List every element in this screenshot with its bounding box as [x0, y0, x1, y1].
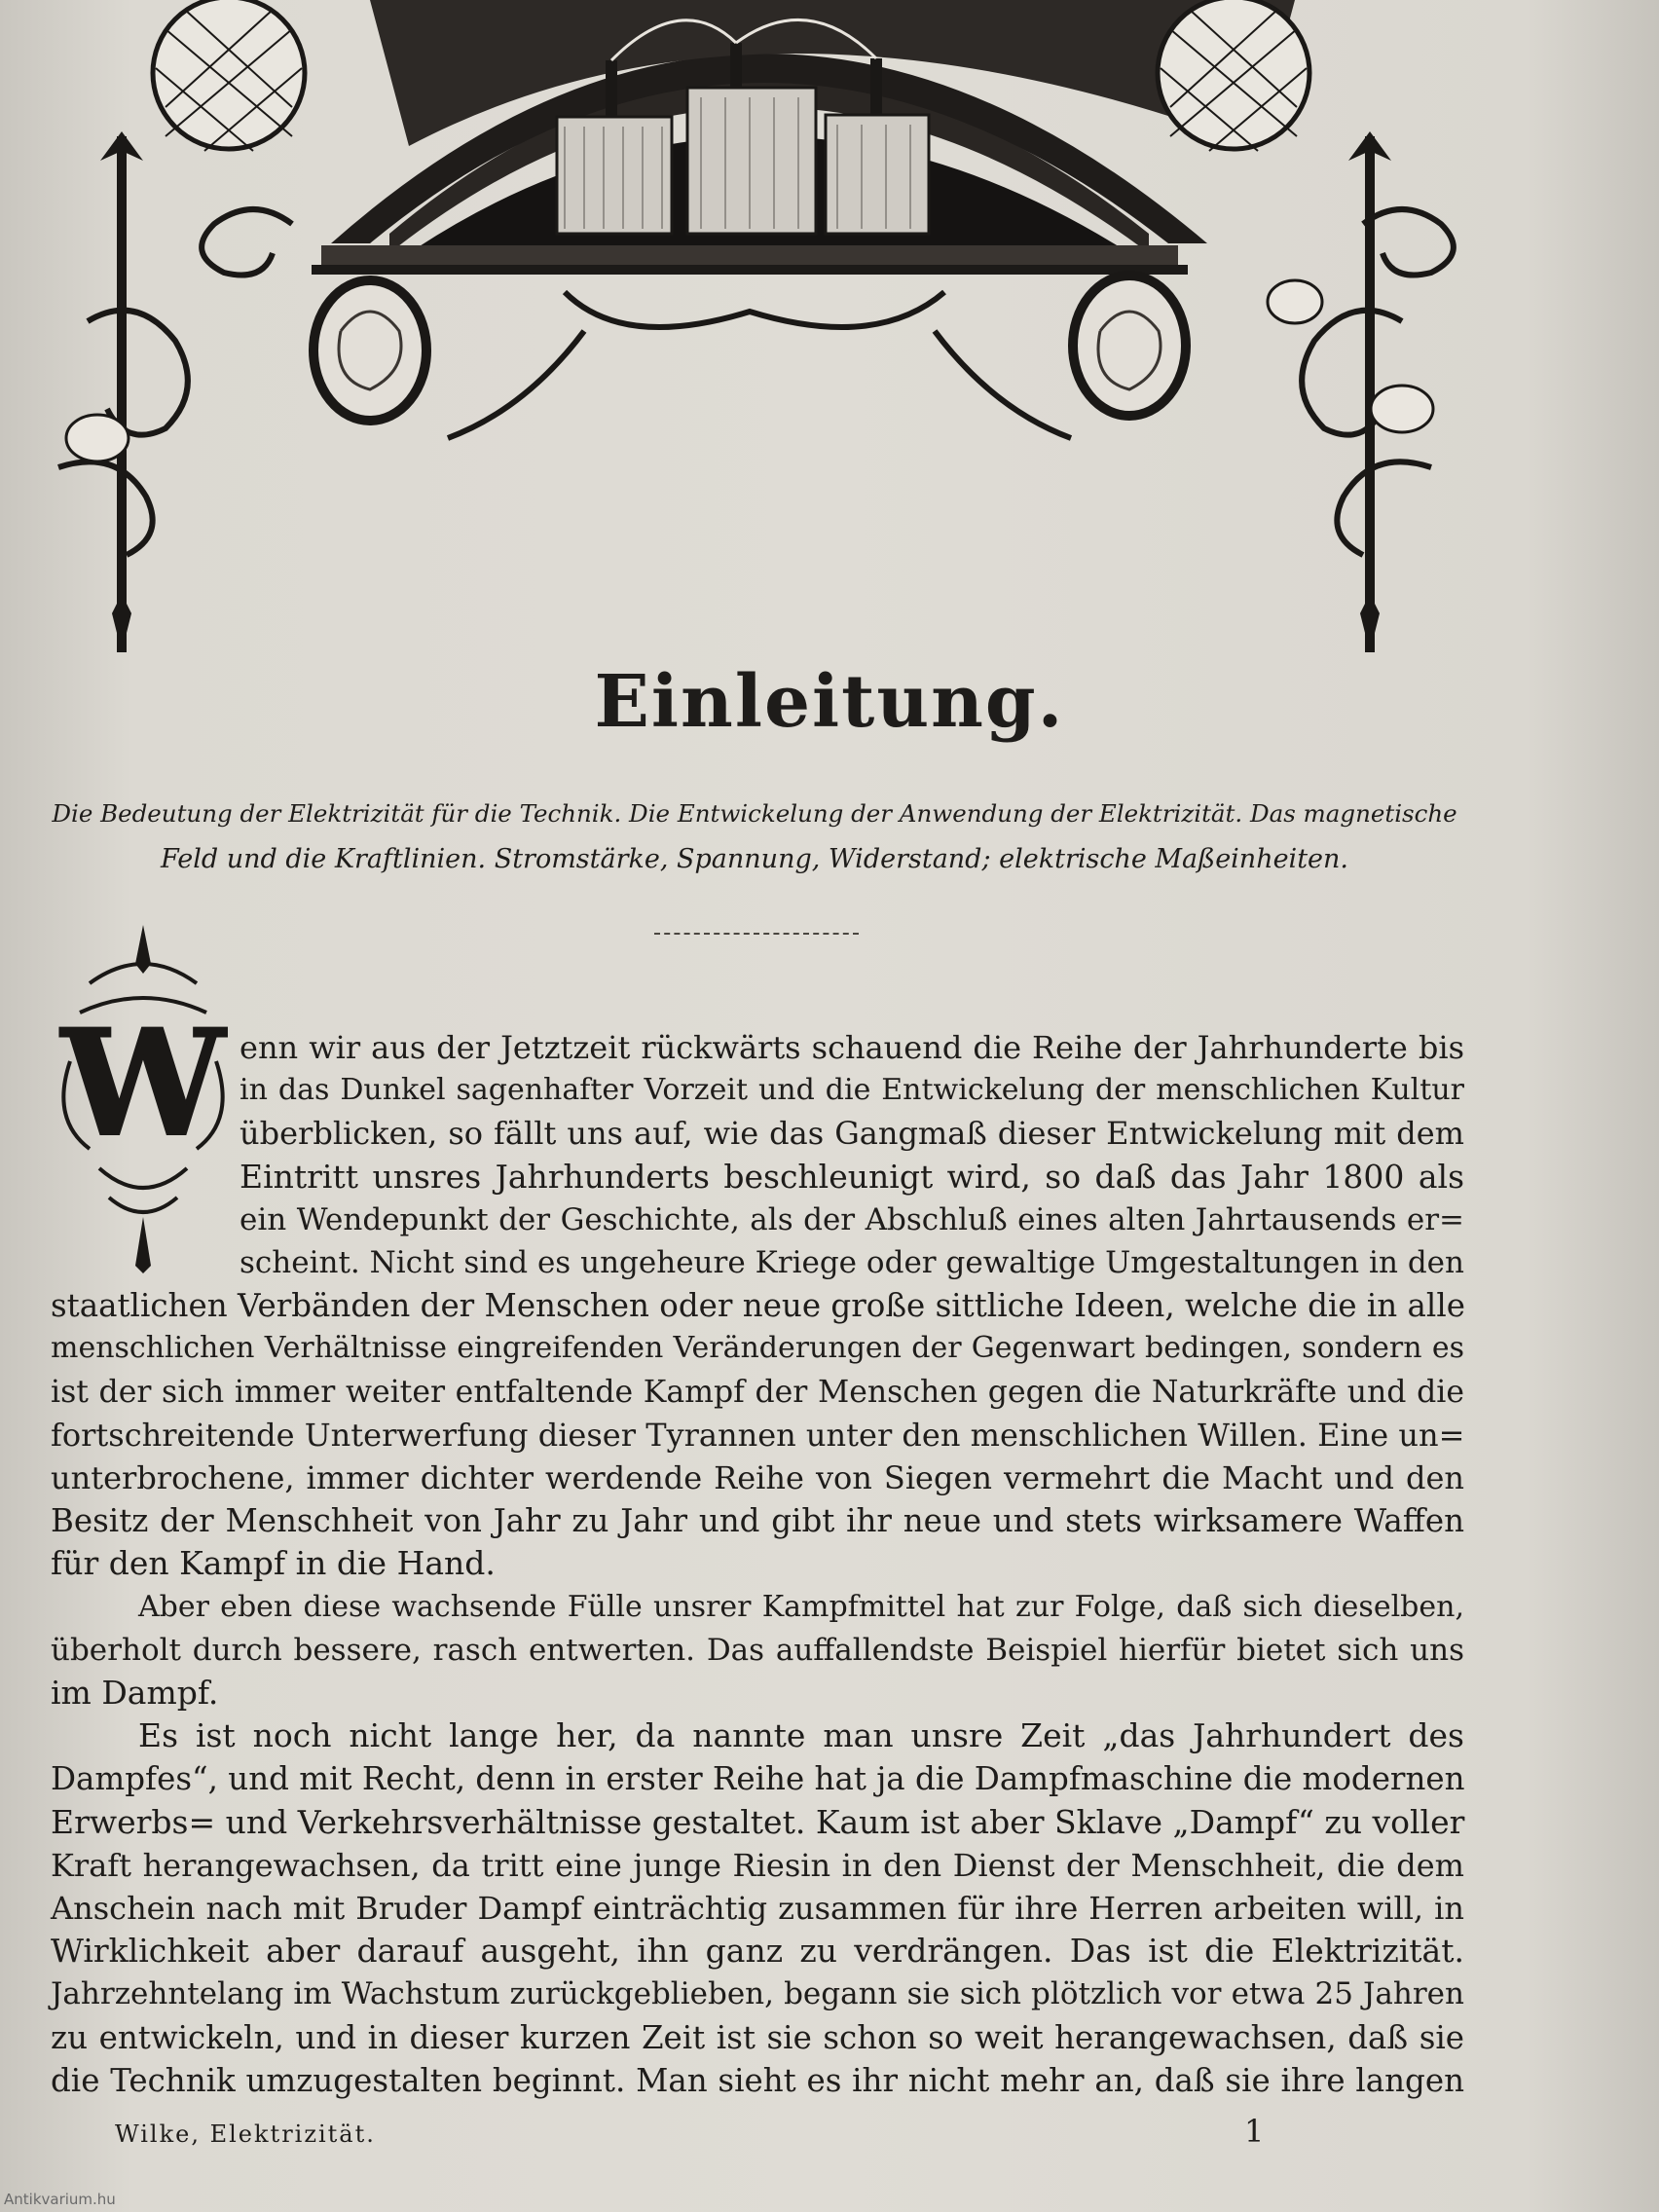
text-line: die Technik umzugestalten beginnt. Man sieht es ihr nicht mehr an, daß sie ihre langen — [51, 2061, 1464, 2099]
text-line: Es ist noch nicht lange her, da nannte man unsre Zeit „das Jahrhundert des — [138, 1716, 1464, 1755]
summary-line: Feld und die Kraftlinien. Stromstärke, Spannung, Widerstand; elektrische Maßeinheiten. — [160, 844, 1348, 874]
text-line: zu entwickeln, und in dieser kurzen Zeit ist sie schon so weit herangewachsen, daß sie — [51, 2018, 1464, 2056]
text-line: Besitz der Menschheit von Jahr zu Jahr und gibt ihr neue und stets wirksamere Waffen — [51, 1502, 1464, 1540]
text-line: enn wir aus der Jetztzeit rückwärts schauend die Reihe der Jahrhunderte bis — [240, 1029, 1464, 1066]
text-line: Anschein nach mit Bruder Dampf einträchtig zusammen für ihre Herren arbeiten will, in — [51, 1890, 1464, 1927]
summary-line: Die Bedeutung der Elektrizität für die Technik. Die Entwickelung der Anwendung der Elektrizität. Das magnetische — [52, 799, 1457, 828]
text-line: Eintritt unsres Jahrhunderts beschleunigt wird, so daß das Jahr 1800 als — [240, 1157, 1464, 1196]
text-line: überholt durch bessere, rasch entwerten. Das auffallendste Beispiel hierfür bietet sich uns — [51, 1632, 1464, 1668]
text-line: Dampfes“, und mit Recht, denn in erster Reihe hat ja die Dampfmaschine die modernen — [51, 1760, 1465, 1798]
chapter-title: Einleitung. — [594, 660, 1065, 744]
chapter-summary — [39, 791, 1470, 882]
text-line: Aber eben diese wachsende Fülle unsrer Kampfmittel hat zur Folge, daß sich dieselben, — [138, 1589, 1464, 1624]
running-footer: Wilke, Elektrizität. — [115, 2120, 376, 2148]
text-line: in das Dunkel sagenhafter Vorzeit und die Entwickelung der menschlichen Kultur — [240, 1073, 1464, 1108]
text-line: im Dampf. — [51, 1674, 219, 1712]
watermark: Antikvarium.hu — [4, 2191, 116, 2208]
dropcap-letter: W — [60, 998, 226, 1169]
text-line: überblicken, so fällt uns auf, wie das Gangmaß dieser Entwickelung mit dem — [240, 1115, 1464, 1153]
section-divider — [654, 933, 859, 938]
text-line: Erwerbs= und Verkehrsverhältnisse gestaltet. Kaum ist aber Sklave „Dampf“ zu voller — [51, 1802, 1465, 1841]
text-line: Kraft herangewachsen, da tritt eine junge Riesin in den Dienst der Menschheit, die dem — [51, 1846, 1464, 1884]
text-line: für den Kampf in die Hand. — [51, 1544, 496, 1583]
text-line: unterbrochene, immer dichter werdende Reihe von Siegen vermehrt die Macht und den — [51, 1459, 1464, 1496]
text-line: staatlichen Verbänden der Menschen oder neue große sittliche Ideen, welche die in alle — [51, 1287, 1465, 1325]
page-number: 1 — [1244, 2113, 1265, 2150]
text-line: ein Wendepunkt der Geschichte, als der Abschluß eines alten Jahrtausends er= — [240, 1201, 1464, 1237]
header-ornament-illustration — [0, 0, 1659, 672]
text-line: scheint. Nicht sind es ungeheure Kriege oder gewaltige Umgestaltungen in den — [240, 1245, 1464, 1280]
text-line: menschlichen Verhältnisse eingreifenden Veränderungen der Gegenwart bedingen, sondern es — [51, 1331, 1464, 1366]
text-line: ist der sich immer weiter entfaltende Kampf der Menschen gegen die Naturkräfte und die — [51, 1374, 1464, 1410]
text-line: Wirklichkeit aber darauf ausgeht, ihn ganz zu verdrängen. Das ist die Elektrizität. — [51, 1932, 1464, 1971]
dropcap-ornament — [51, 925, 236, 1275]
text-line: fortschreitende Unterwerfung dieser Tyrannen unter den menschlichen Willen. Eine un= — [51, 1416, 1465, 1454]
text-line: Jahrzehntelang im Wachstum zurückgeblieben, begann sie sich plötzlich vor etwa 25 Jahren — [51, 1976, 1464, 2012]
